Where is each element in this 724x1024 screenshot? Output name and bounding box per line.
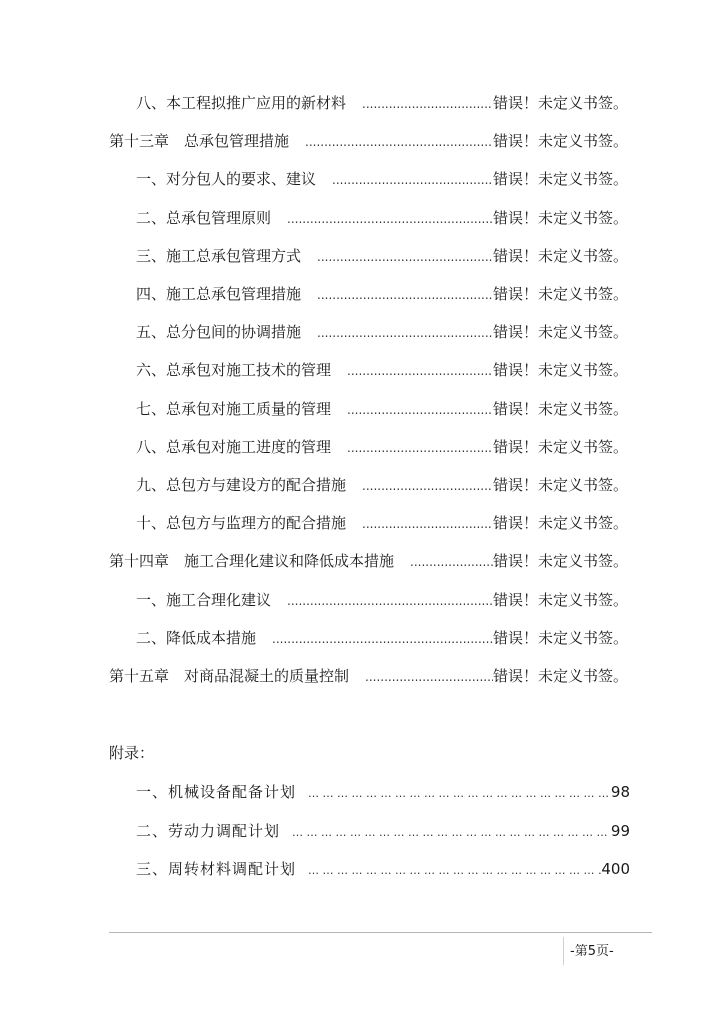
dot-leader — [362, 513, 493, 535]
toc-section-row[interactable] — [136, 512, 628, 534]
ellipsis-leader — [308, 783, 611, 805]
toc-section-row[interactable] — [136, 321, 628, 343]
footer-divider — [109, 932, 652, 933]
toc-entry-reference: 错误！未定义书签。 — [492, 170, 628, 189]
appendix-item-page: 98 — [610, 783, 630, 801]
dot-leader — [410, 551, 493, 573]
toc-entry-label: 八、总承包对施工进度的管理 — [136, 437, 332, 456]
appendix-item-label: 三、周转材料调配计划 — [136, 860, 297, 878]
toc-chapter-row[interactable] — [109, 665, 628, 687]
toc-entry-label: 七、总承包对施工质量的管理 — [136, 399, 332, 418]
dot-leader — [317, 246, 493, 268]
page-number: -第5页- — [570, 944, 614, 959]
toc-entry-reference: 错误！未定义书签。 — [492, 399, 628, 418]
dot-leader — [362, 475, 493, 497]
toc-entry-reference: 错误！未定义书签。 — [492, 323, 628, 342]
dot-leader — [317, 322, 493, 344]
toc-entry-label: 八、本工程拟推广应用的新材料 — [136, 94, 347, 112]
dot-leader — [272, 628, 493, 650]
toc-entry-label: 第十三章 总承包管理措施 — [109, 132, 290, 151]
appendix-item-label: 二、劳动力调配计划 — [136, 822, 281, 840]
toc-entry-label: 第十四章 施工合理化建议和降低成本措施 — [109, 552, 395, 571]
toc-section-row[interactable] — [136, 359, 628, 381]
dot-leader — [347, 360, 493, 382]
dot-leader — [347, 437, 493, 459]
toc-section-row[interactable] — [136, 168, 628, 190]
toc-entry-reference: 错误！未定义书签。 — [492, 361, 628, 380]
appendix-item-label: 一、机械设备配备计划 — [136, 783, 297, 801]
toc-entry-label: 五、总分包间的协调措施 — [136, 323, 302, 342]
appendix-item[interactable] — [136, 781, 630, 803]
appendix-title: 附录： — [109, 744, 155, 762]
dot-leader — [317, 284, 493, 306]
ellipsis-leader — [308, 860, 601, 882]
appendix-item-page: 99 — [610, 822, 630, 840]
toc-entry-reference: 错误！未定义书签。 — [492, 285, 628, 303]
toc-entry-reference: 错误！未定义书签。 — [492, 552, 628, 571]
toc-entry-reference: 错误！未定义书签。 — [492, 437, 628, 456]
toc-section-row[interactable] — [136, 283, 628, 305]
toc-entry-label: 第十五章 对商品混凝土的质量控制 — [109, 667, 350, 685]
appendix-item-page: 400 — [601, 860, 630, 878]
toc-entry-reference: 错误！未定义书签。 — [492, 514, 628, 533]
footer-tick — [563, 937, 564, 965]
toc-entry-reference: 错误！未定义书签。 — [492, 246, 628, 265]
ellipsis-leader — [292, 822, 611, 844]
dot-leader — [362, 93, 493, 115]
toc-section-row[interactable] — [136, 398, 628, 420]
toc-section-row[interactable] — [136, 474, 628, 496]
toc-entry-reference: 错误！未定义书签。 — [492, 208, 628, 227]
toc-entry-reference: 错误！未定义书签。 — [492, 132, 628, 151]
toc-entry-label: 二、总承包管理原则 — [136, 208, 272, 227]
toc-section-row[interactable] — [136, 245, 628, 267]
dot-leader — [365, 666, 493, 688]
toc-entry-label: 一、对分包人的要求、建议 — [136, 170, 317, 189]
appendix-item[interactable] — [136, 820, 630, 842]
toc-chapter-row[interactable] — [109, 130, 628, 152]
toc-section-row[interactable] — [136, 436, 628, 458]
toc-entry-label: 九、总包方与建设方的配合措施 — [136, 476, 347, 494]
toc-entry-reference: 错误！未定义书签。 — [492, 628, 628, 647]
toc-entry-reference: 错误！未定义书签。 — [492, 590, 628, 609]
toc-entry-label: 十、总包方与监理方的配合措施 — [136, 514, 347, 533]
toc-section-row[interactable] — [136, 92, 628, 114]
toc-section-row[interactable] — [136, 589, 628, 611]
toc-entry-label: 二、降低成本措施 — [136, 628, 257, 647]
appendix-item[interactable] — [136, 858, 630, 880]
dot-leader — [305, 131, 493, 153]
toc-entry-reference: 错误！未定义书签。 — [492, 94, 628, 112]
toc-section-row[interactable] — [136, 207, 628, 229]
dot-leader — [332, 169, 493, 191]
toc-entry-label: 三、施工总承包管理方式 — [136, 246, 302, 265]
dot-leader — [347, 399, 493, 421]
dot-leader — [287, 208, 493, 230]
toc-entry-label: 六、总承包对施工技术的管理 — [136, 361, 332, 380]
toc-section-row[interactable] — [136, 627, 628, 649]
toc-entry-reference: 错误！未定义书签。 — [492, 476, 628, 494]
toc-entry-reference: 错误！未定义书签。 — [492, 667, 628, 685]
toc-entry-label: 四、施工总承包管理措施 — [136, 285, 302, 303]
toc-chapter-row[interactable] — [109, 550, 628, 572]
toc-entry-label: 一、施工合理化建议 — [136, 590, 272, 609]
dot-leader — [287, 590, 493, 612]
